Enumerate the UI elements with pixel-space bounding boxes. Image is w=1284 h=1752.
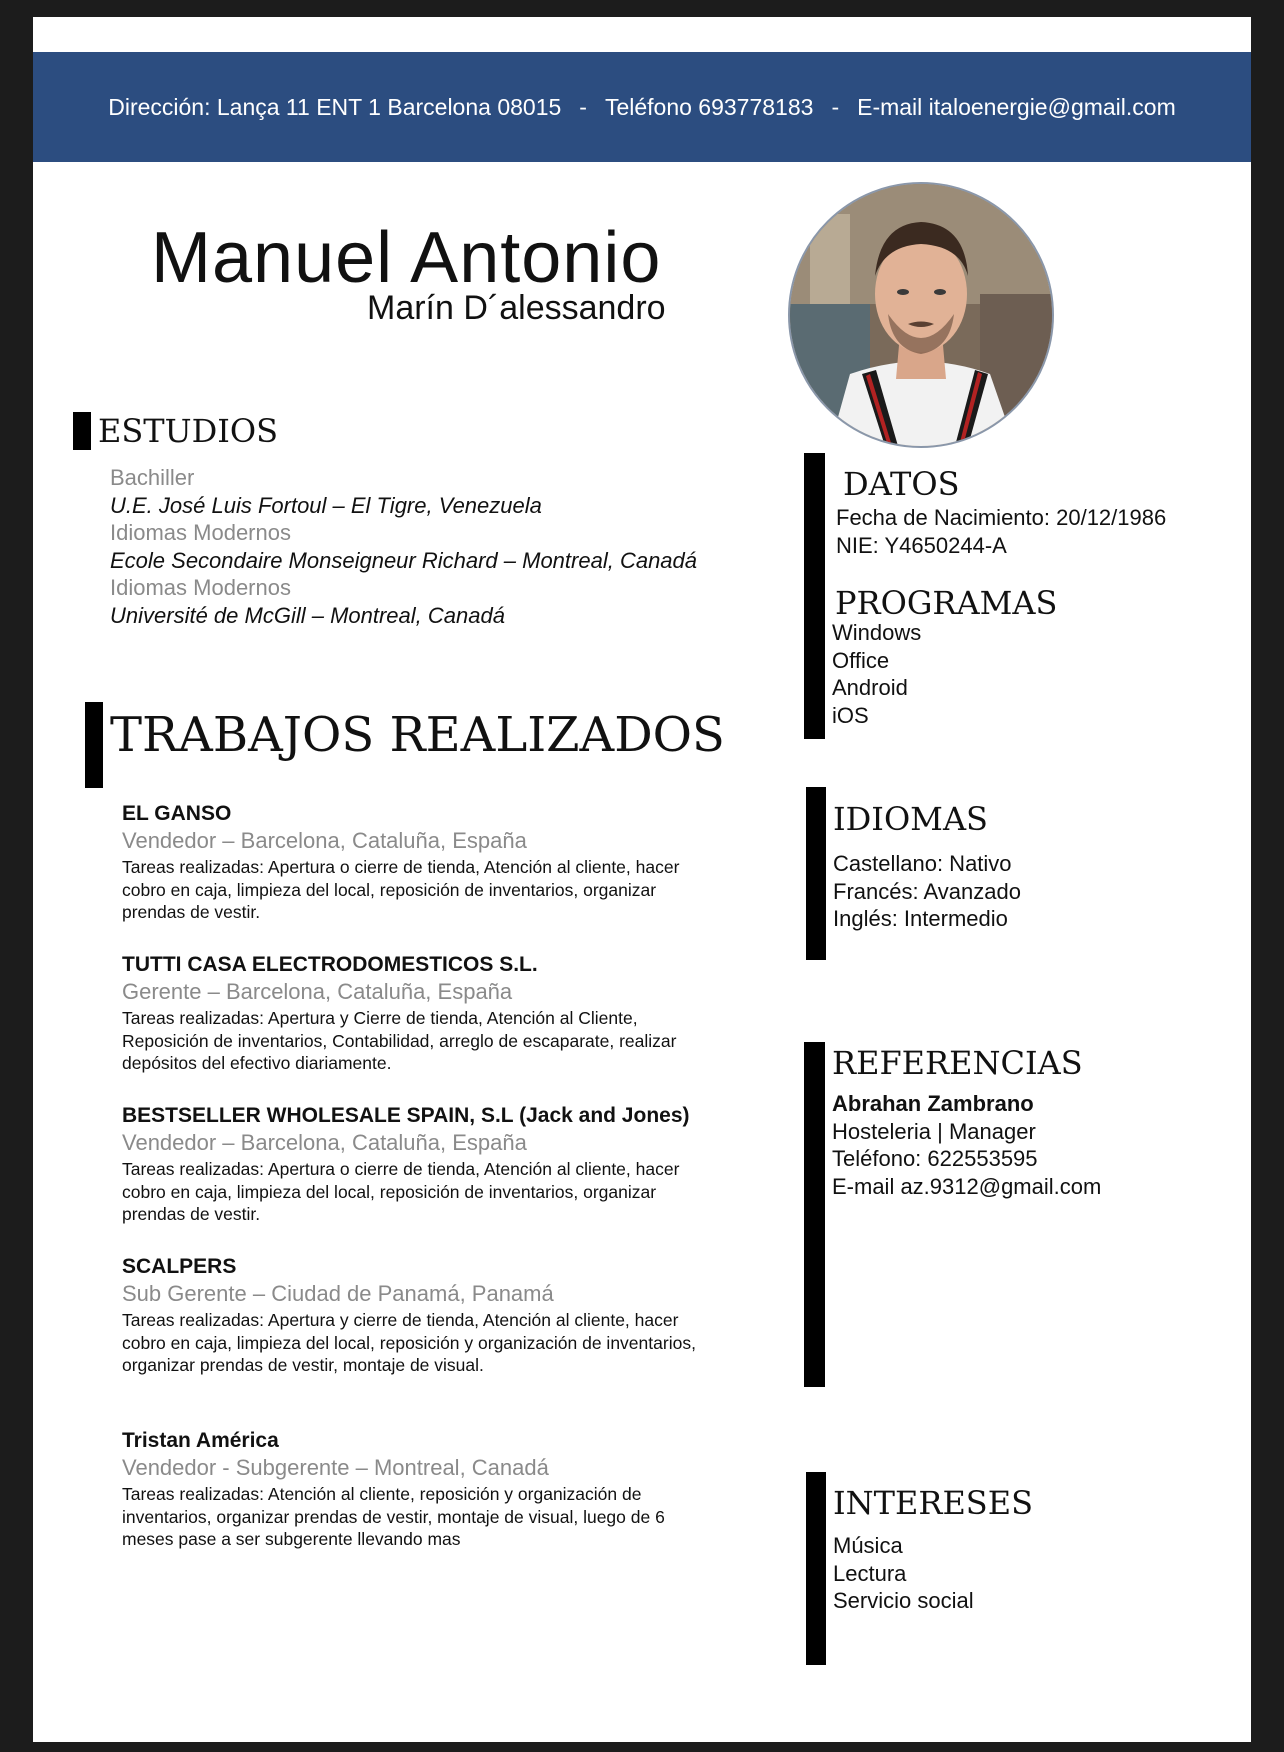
job-tasks: Tareas realizadas: Apertura o cierre de tienda, Atención al cliente, hacer cobro en caja, limpieza del local, reposición de inventarios, organizar prendas de vestir. — [122, 857, 680, 922]
separator: - — [831, 93, 840, 120]
portrait-illustration — [790, 184, 1052, 446]
idiomas-list — [833, 850, 1021, 933]
language-item: Inglés: Intermedio — [833, 906, 1008, 931]
program-item: Windows — [832, 620, 922, 645]
education-school: U.E. José Luis Fortoul – El Tigre, Venezuela — [110, 492, 542, 518]
heading-trabajos: TRABAJOS REALIZADOS — [110, 707, 725, 763]
programas-list — [832, 619, 921, 729]
job-company: SCALPERS — [122, 1255, 237, 1278]
job-entry — [122, 1104, 712, 1226]
education-list — [110, 464, 697, 629]
program-item: Office — [832, 647, 890, 673]
interest-item: Servicio social — [833, 1588, 974, 1613]
education-school: Ecole Secondaire Monseigneur Richard – Montreal, Canadá — [110, 547, 698, 573]
job-company: TUTTI CASA ELECTRODOMESTICOS S.L. — [122, 953, 538, 976]
job-role: Vendedor – Barcelona, Cataluña, España — [122, 828, 527, 853]
cv-page — [33, 17, 1251, 1742]
section-bar — [806, 1472, 826, 1665]
heading-intereses: INTERESES — [833, 1484, 1033, 1522]
section-bar — [806, 787, 826, 960]
education-school: Université de McGill – Montreal, Canadá — [110, 602, 505, 628]
job-entry — [122, 1429, 712, 1551]
nie-number: NIE: Y4650244-A — [836, 532, 1007, 558]
contact-email[interactable]: E-mail italoenergie@gmail.com — [857, 93, 1176, 120]
intereses-list — [833, 1532, 974, 1615]
reference-name: Abrahan Zambrano — [832, 1091, 1034, 1116]
job-entry — [122, 802, 712, 924]
job-role: Vendedor - Subgerente – Montreal, Canadá — [122, 1455, 549, 1480]
program-item: iOS — [832, 702, 869, 728]
language-item: Francés: Avanzado — [833, 878, 1021, 904]
job-tasks: Tareas realizadas: Apertura o cierre de tienda, Atención al cliente, hacer cobro en caja, limpieza del local, reposición de inventarios, organizar prendas de vestir. — [122, 1159, 680, 1224]
contact-header — [33, 52, 1251, 162]
education-title: Idiomas Modernos — [110, 520, 291, 545]
referencias-list — [832, 1090, 1101, 1200]
datos-list — [836, 504, 1166, 559]
section-bar — [804, 453, 825, 739]
language-item: Castellano: Nativo — [833, 851, 1012, 876]
job-tasks: Tareas realizadas: Apertura y Cierre de tienda, Atención al Cliente, Reposición de inventarios, Contabilidad, arreglo de escaparate, realizar depósitos del efectivo diariamente. — [122, 1008, 677, 1073]
section-bar — [73, 412, 91, 450]
reference-phone: Teléfono: 622553595 — [832, 1146, 1038, 1171]
program-item: Android — [832, 675, 908, 700]
separator: - — [579, 93, 587, 120]
heading-datos: DATOS — [843, 465, 960, 503]
education-title: Bachiller — [110, 465, 195, 490]
heading-idiomas: IDIOMAS — [833, 800, 988, 838]
birth-date: Fecha de Nacimiento: 20/12/1986 — [836, 505, 1167, 530]
profile-photo — [788, 182, 1054, 448]
job-role: Sub Gerente – Ciudad de Panamá, Panamá — [122, 1281, 554, 1306]
heading-referencias: REFERENCIAS — [832, 1044, 1083, 1082]
name-first: Manuel Antonio — [151, 218, 662, 298]
contact-phone: Teléfono 693778183 — [604, 93, 814, 120]
job-role: Vendedor – Barcelona, Cataluña, España — [122, 1130, 527, 1155]
heading-programas: PROGRAMAS — [835, 584, 1058, 622]
education-title: Idiomas Modernos — [110, 575, 291, 600]
reference-role: Hosteleria | Manager — [832, 1118, 1036, 1144]
job-role: Gerente – Barcelona, Cataluña, España — [122, 979, 513, 1004]
heading-estudios: ESTUDIOS — [98, 412, 279, 450]
job-company: EL GANSO — [122, 802, 232, 825]
job-entry — [122, 953, 712, 1075]
job-tasks: Tareas realizadas: Atención al cliente, reposición y organización de inventarios, organizar prendas de vestir, montaje de visual, luego de 6 meses pase a ser subgerente llevando mas — [122, 1484, 665, 1549]
job-entry — [122, 1255, 712, 1377]
interest-item: Música — [833, 1533, 903, 1558]
job-company: Tristan América — [122, 1429, 279, 1452]
job-company: BESTSELLER WHOLESALE SPAIN, S.L (Jack and Jones) — [122, 1104, 690, 1127]
name-last: Marín D´alessandro — [367, 289, 666, 327]
section-bar — [804, 1042, 825, 1387]
reference-email[interactable]: E-mail az.9312@gmail.com — [832, 1173, 1102, 1199]
contact-address: Dirección: Lança 11 ENT 1 Barcelona 08015 — [108, 93, 562, 120]
section-bar — [85, 702, 103, 788]
interest-item: Lectura — [833, 1560, 907, 1586]
job-tasks: Tareas realizadas: Apertura y cierre de tienda, Atención al cliente, hacer cobro en caja, limpieza del local, reposición y organización de inventarios, organizar prendas de vestir, montaje de visual. — [122, 1310, 696, 1375]
